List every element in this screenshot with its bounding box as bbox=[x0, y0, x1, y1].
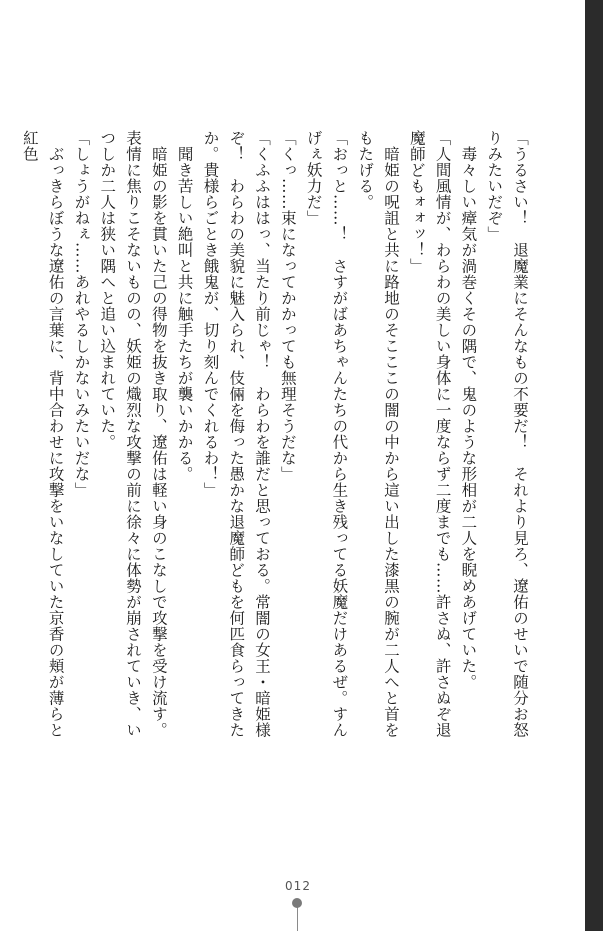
page-number: 012 bbox=[285, 879, 311, 893]
paragraph: 「くふふははっ、当たり前じゃ！ わらわを誰だと思っておる。常闇の女王・暗姫様ぞ！ わらわの美貌に魅入られ、伎倆を侮った愚かな退魔師どもを何匹食らってきたか。貴様らごとき餓鬼が、切り刻んでくれるわ！」 bbox=[201, 130, 272, 738]
side-scrollbar[interactable] bbox=[585, 0, 603, 931]
paragraph: ぶっきらぼうな遼佑の言葉に、背中合わせに攻撃をいなしていた京香の頬が薄らと紅色 bbox=[20, 130, 65, 738]
paragraph: 暗姫の影を貫いた己の得物を抜き取り、遼佑は軽い身のこなしで攻撃を受け流す。表情に焦りこそないものの、妖姫の熾烈な攻撃の前に徐々に体勢が崩されていき、いつしか二人は狭い隅へと追い込まれていた。 bbox=[98, 130, 168, 738]
paragraph: 聞き苦しい絶叫と共に触手たちが襲いかかる。 bbox=[175, 130, 194, 482]
paragraph: 「人間風情が、わらわの美しい身体に一度ならず二度までも……許さぬ、許さぬぞ退魔師どもォォッ！」 bbox=[407, 130, 452, 738]
paragraph: 「おっと……！ さすがばあちゃんたちの代から生き残ってる妖魔だけあるぜ。すんげぇ妖力だ」 bbox=[304, 130, 349, 738]
paragraph: 「しょうがねぇ……あれやるしかないみたいだな」 bbox=[72, 130, 91, 498]
vertical-text-body bbox=[20, 130, 532, 740]
paragraph: 暗姫の呪詛と共に路地のそこここの闇の中から這い出した漆黒の腕が二人へと首をもたげる。 bbox=[356, 130, 401, 738]
paragraph: 「くっ……束になってかかっても無理そうだな」 bbox=[278, 130, 297, 482]
footer-dot-icon bbox=[292, 898, 302, 908]
paragraph: 「うるさい！ 退魔業にそんなもの不要だ！ それより見ろ、遼佑のせいで随分お怒りみたいだぞ」 bbox=[485, 130, 529, 738]
paragraph: 毒々しい瘴気が渦巻くその隅で、鬼のような形相が二人を睨めあげていた。 bbox=[459, 130, 478, 690]
